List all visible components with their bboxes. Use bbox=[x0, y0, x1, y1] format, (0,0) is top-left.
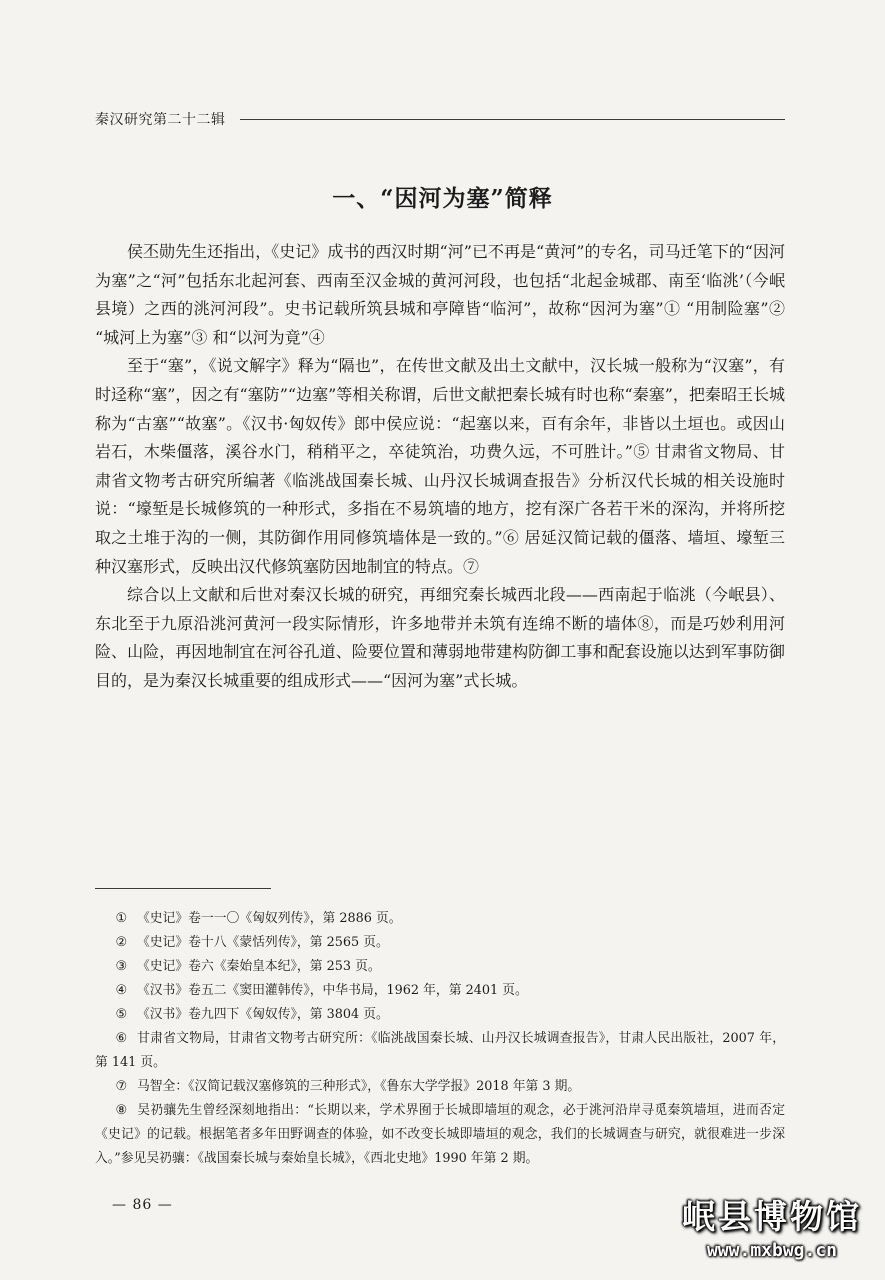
running-head bbox=[95, 107, 785, 131]
watermark-title: 岷县博物馆 bbox=[682, 1197, 862, 1236]
footnote-number: ④ bbox=[115, 983, 127, 998]
footnote-text: 《史记》卷六《秦始皇本纪》，第 253 页。 bbox=[136, 959, 381, 974]
footnote-item bbox=[95, 1003, 785, 1027]
footnote-number: ③ bbox=[115, 959, 127, 974]
footnote-number: ⑤ bbox=[115, 1007, 127, 1022]
footnote-text: 马智全：《汉简记载汉塞修筑的三种形式》，《鲁东大学学报》2018 年第 3 期。 bbox=[136, 1079, 581, 1094]
page-number: — 86 — bbox=[112, 1197, 173, 1213]
footnote-number: ⑦ bbox=[115, 1079, 127, 1094]
footnote-item bbox=[95, 907, 785, 931]
footnote-item bbox=[95, 931, 785, 955]
footnote-text: 《史记》卷十八《蒙恬列传》，第 2565 页。 bbox=[136, 935, 389, 950]
paragraph: 侯丕勋先生还指出，《史记》成书的西汉时期“河”已不再是“黄河”的专名，司马迁笔下的“因河为塞”之“河”包括东北起河套、西南至汉金城的黄河河段，也包括“北起金城郡、南至‘临洮’（今岷县境）之西的洮河河段”。史书记载所筑县城和亭障皆“临河”，故称“因河为塞”① “用制险塞”② “城河上为塞”③ 和“以河为竟”④ bbox=[95, 242, 785, 347]
footnote-number: ② bbox=[115, 935, 127, 950]
footnote-item bbox=[95, 1027, 785, 1075]
watermark bbox=[662, 1196, 882, 1274]
footnote-text: 《汉书》卷五二《窦田灌韩传》，中华书局，1962 年，第 2401 页。 bbox=[136, 983, 528, 998]
header-rule bbox=[240, 119, 786, 120]
footnote-number: ① bbox=[115, 911, 127, 926]
footnote-item bbox=[95, 1075, 785, 1099]
footnotes bbox=[95, 907, 785, 1171]
footnote-text: 甘肃省文物局，甘肃省文物考古研究所：《临洮战国秦长城、山丹汉长城调查报告》，甘肃人民出版社，2007 年，第 141 页。 bbox=[95, 1031, 785, 1070]
footnote-text: 《史记》卷一一〇《匈奴列传》，第 2886 页。 bbox=[136, 911, 402, 926]
footnote-item bbox=[95, 1099, 785, 1171]
footnote-number: ⑧ bbox=[115, 1103, 128, 1118]
paragraph: 至于“塞”，《说文解字》释为“隔也”，在传世文献及出土文献中，汉长城一般称为“汉塞”，有时迳称“塞”，因之有“塞防”“边塞”等相关称谓，后世文献把秦长城有时也称“秦塞”，把秦昭王长城称为“古塞”“故塞”。《汉书·匈奴传》郎中侯应说：“起塞以来，百有余年，非皆以土垣也。或因山岩石，木柴僵落，溪谷水门，稍稍平之，卒徒筑治，功费久远，不可胜计。”⑤ 甘肃省文物局、甘肃省文物考古研究所编著《临洮战国秦长城、山丹汉长城调查报告》分析汉代长城的相关设施时说：“壕堑是长城修筑的一种形式，多指在不易筑墙的地方，挖有深广各若干米的深沟，并将所挖取之土堆于沟的一侧，其防御作用同修筑墙体是一致的。”⑥ 居延汉简记载的僵落、墙垣、壕堑三种汉塞形式，反映出汉代修筑塞防因地制宜的特点。⑦ bbox=[95, 356, 785, 576]
body-text bbox=[95, 238, 785, 696]
footnote-text: 吴礽骧先生曾经深刻地指出：“长期以来，学术界囿于长城即墙垣的观念，必于洮河沿岸寻觅秦筑墙垣，进而否定《史记》的记载。根据笔者多年田野调查的体验，如不改变长城即墙垣的观念，我们的长城调查与研究，就很难进一步深入。”参见吴礽骧：《战国秦长城与秦始皇长城》，《西北史地》1990 年第 2 期。 bbox=[95, 1103, 785, 1166]
footnote-item bbox=[95, 955, 785, 979]
footnote-item bbox=[95, 979, 785, 1003]
footnote-rule bbox=[95, 888, 271, 889]
footnote-text: 《汉书》卷九四下《匈奴传》，第 3804 页。 bbox=[136, 1007, 389, 1022]
journal-title: 秦汉研究第二十二辑 bbox=[95, 112, 226, 128]
paragraph: 综合以上文献和后世对秦汉长城的研究，再细究秦长城西北段——西南起于临洮（今岷县）、东北至于九原沿洮河黄河一段实际情形，许多地带并未筑有连绵不断的墙体⑧，而是巧妙利用河险、山险，再因地制宜在河谷孔道、险要位置和薄弱地带建构防御工事和配套设施以达到军事防御目的，是为秦汉长城重要的组成形式——“因河为塞”式长城。 bbox=[95, 585, 785, 690]
section-title: 一、“因河为塞”简释 bbox=[332, 185, 553, 212]
watermark-url: www.mxbwg.cn bbox=[706, 1240, 838, 1261]
footnote-number: ⑥ bbox=[115, 1031, 128, 1046]
